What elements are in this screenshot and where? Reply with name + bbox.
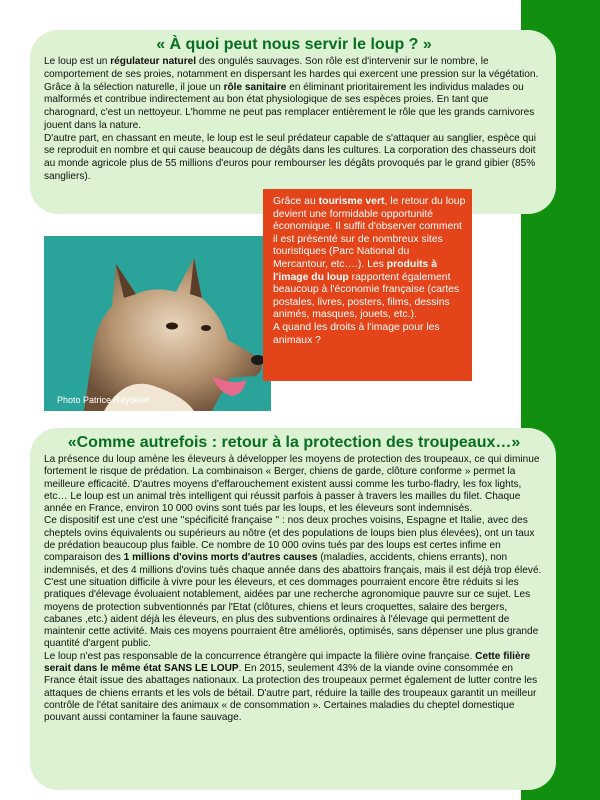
wolf-icon [44,236,271,411]
paragraph [44,56,544,133]
bold-text: Cette filière serait dans le même état SANS LE LOUP [44,650,531,675]
text: Le loup est un [44,56,111,67]
text: Ce dispositif est une c'est une ''spécificité française '' : nos deux proches voisins, Espagne et Italie, avec des cheptels ovins équivalents ou supérieurs au nôtre (et des populations de loups bien plus élevées), ont un taux de prédation beaucoup plus faible. Ce nombre de 10 000 ovins tués par des loups est certes infime en comparaison des [44,515,535,564]
text: , le retour du loup devient une formidable opportunité économique. Il suffit d'observer comment il est présenté sur de nombreux sites touristiques (Parc National du Mercantour, etc….). Les [273,196,466,270]
text: Le loup n'est pas responsable de la concurrence étrangère qui impacte la filière ovine française. [44,650,476,662]
section-flock-protection [30,428,556,790]
text: Grâce au [273,196,319,207]
bold-text: rôle sanitaire [223,81,287,93]
text: (maladies, accidents, chiens errants), non indemnisés, et des 4 millions d'ovins tués chaque année dans des abattoirs français, mais il est déjà trop élevé. C'est une situation difficile à vivre pour les éleveurs, et ces dommages pourraient encore être réduits si les pratiques d'élevage évoluaient notablement, aidées par une recherche agronomique pauvre sur ce sujet. Les moyens de protection subventionnés par l'Etat (clôtures, chiens et leurs croquettes, salaire des bergers, cabanes ,etc.) aident déjà les éleveurs, en plus des subventions ordinaires à l'élevage qui permettent de maintenir cette activité. Mais ces moyens pourraient être améliorés, optimisés, sans dépenser une plus grande quantité d'argent public. [44,552,542,650]
paragraph [44,515,544,650]
text: des ongulés sauvages. Son rôle est d'intervenir sur le nombre, le comportement de ses proies, notamment en dispersant les hardes qui exercent une pression sur la végétation. Grâce à la sélection naturelle, il joue un [44,56,539,93]
text: en éliminant prioritairement les individus malades ou malformés et contribue indirectement au bon état physiologique de ses espèces proies. En tant que charognard, c'est un nettoyeur. L'homme ne peut pas remplacer entièrement le rôle que les grands carnivores jouent dans la nature. [44,81,535,131]
bold-text: tourisme vert [318,196,385,207]
bold-text: régulateur naturel [110,56,197,67]
tourism-box [263,189,472,381]
paragraph [273,196,466,322]
bold-text: produits à l'image du loup [273,258,437,283]
paragraph: D'autre part, en chassant en meute, le loup est le seul prédateur capable de s'attaquer au sanglier, espèce qui se reproduit en nombre et qui cause beaucoup de dégâts dans les cultures. La corporation des chasseurs doit au monde agricole plus de 55 millions d'euros pour rembourser les dégâts provoqués par le grand gibier (85% sangliers). [44,132,537,182]
paragraph: A quand les droits à l'image pour les animaux ? [273,321,440,346]
text: rapportent également beaucoup à l'économie française (cartes postales, livres, posters, films, dessins animés, masques, jouets, etc.). [273,271,460,321]
wolf-photo [44,236,271,411]
bold-text: 1 millions d'ovins morts d'autres causes [123,552,318,564]
paragraph [44,651,544,725]
section-title: « À quoi peut nous servir le loup ? » [156,36,432,53]
photo-credit: Photo Patrice Raydelet [57,395,150,405]
section-why-wolf [30,30,556,214]
text: . En 2015, seulement 43% de la viande ovine consommée en France était issue des abattages nationaux. La protection des troupeaux permet également de lutter contre les attaques de chiens errants et les vols de bétail. D'autre part, réduire la taille des troupeaux garantit un meilleur contrôle de l'état sanitaire des animaux « de consommation ». Certaines maladies du cheptel domestique pouvant aussi contaminer la faune sauvage. [44,663,538,724]
paragraph: La présence du loup amène les éleveurs à développer les moyens de protection des troupeaux, ce qui diminue fortement le risque de prédation. La combinaison « Berger, chiens de garde, clôture conforme » permet la meilleure efficacité. D'autres moyens d'effarouchement existent aussi comme les turbo-fladry, les fox lights, etc… Le loup est un animal très intelligent qui réussit parfois à passer à travers les mailles du filet. Chaque année en France, environ 10 000 ovins sont tués par les loups, et les éleveurs sont indemnisés. [44,454,540,515]
section-title: «Comme autrefois : retour à la protection des troupeaux…» [67,434,521,451]
